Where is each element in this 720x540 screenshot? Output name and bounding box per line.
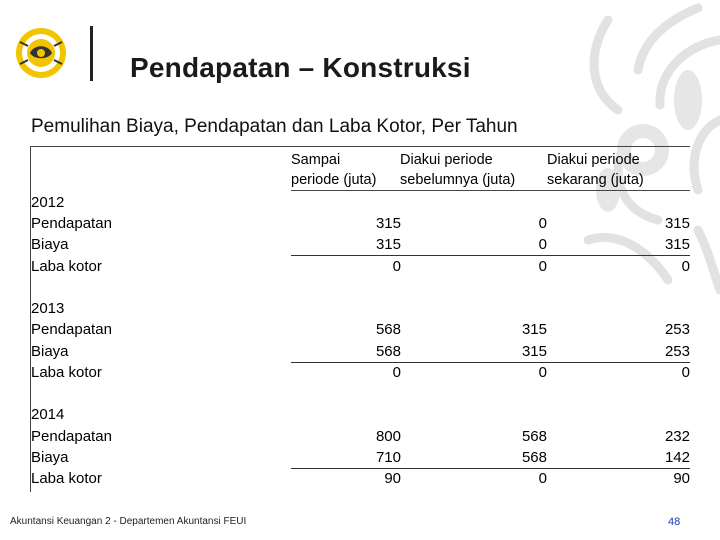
- row-label: Laba kotor: [31, 258, 102, 275]
- cell-value: 90: [673, 470, 690, 487]
- cell-value: 315: [375, 215, 401, 232]
- cell-value: 90: [384, 470, 401, 487]
- column-header-to-date: Sampai periode (juta): [291, 152, 377, 188]
- cell-value: 315: [547, 234, 690, 256]
- row-label: Biaya: [31, 236, 69, 253]
- cell-value: 0: [538, 258, 547, 275]
- cell-value: 315: [664, 215, 690, 232]
- cell-value: 253: [547, 341, 690, 363]
- cell-value: 253: [664, 321, 690, 338]
- header-underline: [291, 190, 690, 191]
- university-logo-icon: [14, 26, 68, 80]
- cell-value: 0: [681, 364, 690, 381]
- row-label: Biaya: [31, 343, 69, 360]
- cell-value: 0: [681, 258, 690, 275]
- cell-value: 0: [392, 364, 401, 381]
- cell-value: 0: [538, 364, 547, 381]
- cell-value: 568: [521, 428, 547, 445]
- row-label: Biaya: [31, 449, 69, 466]
- table-frame-top: [30, 146, 690, 147]
- cell-value: 568: [291, 341, 401, 363]
- cell-value: 142: [547, 447, 690, 469]
- cell-value: 568: [375, 321, 401, 338]
- cell-value: 800: [375, 428, 401, 445]
- cell-value: 232: [664, 428, 690, 445]
- cell-value: 315: [400, 341, 547, 363]
- row-label: Pendapatan: [31, 215, 112, 232]
- column-header-current: Diakui periode sekarang (juta): [547, 152, 644, 188]
- title-divider: [90, 26, 93, 81]
- cell-value: 0: [538, 470, 547, 487]
- cell-value: 315: [521, 321, 547, 338]
- cell-value: 0: [400, 234, 547, 256]
- page-subtitle: Pemulihan Biaya, Pendapatan dan Laba Kotor, Per Tahun: [31, 116, 518, 137]
- row-label: Pendapatan: [31, 321, 112, 338]
- cell-value: 568: [400, 447, 547, 469]
- row-label: Pendapatan: [31, 428, 112, 445]
- page-number: 48: [668, 516, 681, 528]
- row-label: Laba kotor: [31, 470, 102, 487]
- year-label: 2014: [31, 406, 65, 423]
- cell-value: 0: [392, 258, 401, 275]
- year-label: 2012: [31, 194, 65, 211]
- cell-value: 0: [538, 215, 547, 232]
- column-header-previous: Diakui periode sebelumnya (juta): [400, 152, 516, 188]
- footer-text: Akuntansi Keuangan 2 - Departemen Akuntansi FEUI: [10, 516, 247, 527]
- row-label: Laba kotor: [31, 364, 102, 381]
- page-title: Pendapatan – Konstruksi: [130, 52, 471, 83]
- cell-value: 315: [291, 234, 401, 256]
- year-label: 2013: [31, 300, 65, 317]
- cell-value: 710: [291, 447, 401, 469]
